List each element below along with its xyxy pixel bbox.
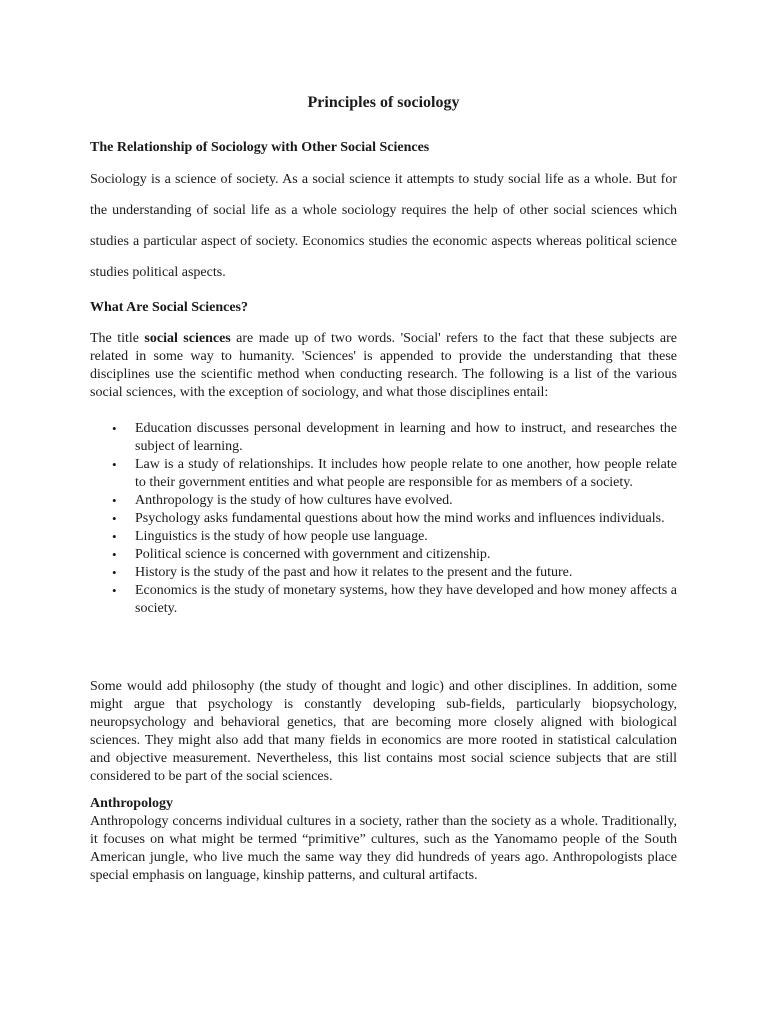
list-item-text: Education discusses personal development in learning and how to instruct, and researches the subject of learning.	[135, 421, 677, 454]
bullet-icon: •	[112, 457, 117, 472]
social-sciences-intro	[90, 330, 677, 402]
bullet-icon: •	[112, 529, 117, 544]
section-heading-social-sciences: What Are Social Sciences?	[90, 300, 249, 315]
intro-prefix: The title	[90, 331, 145, 346]
anthropology-paragraph: Anthropology concerns individual cultures in a society, rather than the society as a whole. Traditionally, it focuses on what might be termed “primitive” cultures, such as the Yanomamo people of the South American jungle, who live much the same way they did hundreds of years ago. Anthropologists place special emphasis on language, kinship patterns, and cultural artifacts.	[90, 814, 677, 883]
bullet-icon: •	[112, 493, 117, 508]
list-item	[90, 492, 677, 510]
list-item-text: Economics is the study of monetary systems, how they have developed and how money affects a society.	[135, 583, 677, 616]
list-item	[90, 510, 677, 528]
list-item-text: History is the study of the past and how it relates to the present and the future.	[135, 565, 573, 580]
bullet-icon: •	[112, 421, 117, 436]
list-item-text: Psychology asks fundamental questions about how the mind works and influences individuals.	[135, 511, 665, 526]
list-item-text: Anthropology is the study of how cultures have evolved.	[135, 493, 453, 508]
list-item	[90, 528, 677, 546]
social-sciences-closing: Some would add philosophy (the study of thought and logic) and other disciplines. In addition, some might argue that psychology is constantly developing sub-fields, particularly biopsychology, neuropsychology and behavioral genetics, that are becoming more closely aligned with biological sciences. They might also add that many fields in economics are more rooted in statistical calculation and objective measurement. Nevertheless, this list contains most social science subjects that are still considered to be part of the social sciences.	[90, 679, 677, 784]
social-sciences-list	[90, 420, 677, 618]
bullet-icon: •	[112, 565, 117, 580]
section-heading-relationship: The Relationship of Sociology with Other Social Sciences	[90, 140, 430, 155]
list-item	[90, 420, 677, 456]
list-item	[90, 582, 677, 618]
list-item-text: Political science is concerned with government and citizenship.	[135, 547, 491, 562]
list-item	[90, 546, 677, 564]
bullet-icon: •	[112, 583, 117, 598]
intro-suffix: are made up of two words. 'Social' refers to the fact that these subjects are related in some way to humanity. 'Sciences' is appended to provide the understanding that these disciplines use the scientific method when conducting research. The following is a list of the various social sciences, with the exception of sociology, and what those disciplines entail:	[90, 331, 677, 400]
list-item-text: Linguistics is the study of how people use language.	[135, 529, 428, 544]
bullet-icon: •	[112, 511, 117, 526]
bullet-icon: •	[112, 547, 117, 562]
list-item-text: Law is a study of relationships. It includes how people relate to one another, how people relate to their government entities and what people are responsible for as members of a society.	[135, 457, 677, 490]
document-title: Principles of sociology	[307, 94, 460, 111]
list-item	[90, 456, 677, 492]
intro-bold-term: social sciences	[144, 331, 231, 346]
list-item	[90, 564, 677, 582]
relationship-paragraph: Sociology is a science of society. As a social science it attempts to study social life as a whole. But for the understanding of social life as a whole sociology requires the help of other social sciences which studies a particular aspect of society. Economics studies the economic aspects whereas political science studies political aspects.	[90, 172, 677, 280]
section-heading-anthropology: Anthropology	[90, 796, 173, 811]
